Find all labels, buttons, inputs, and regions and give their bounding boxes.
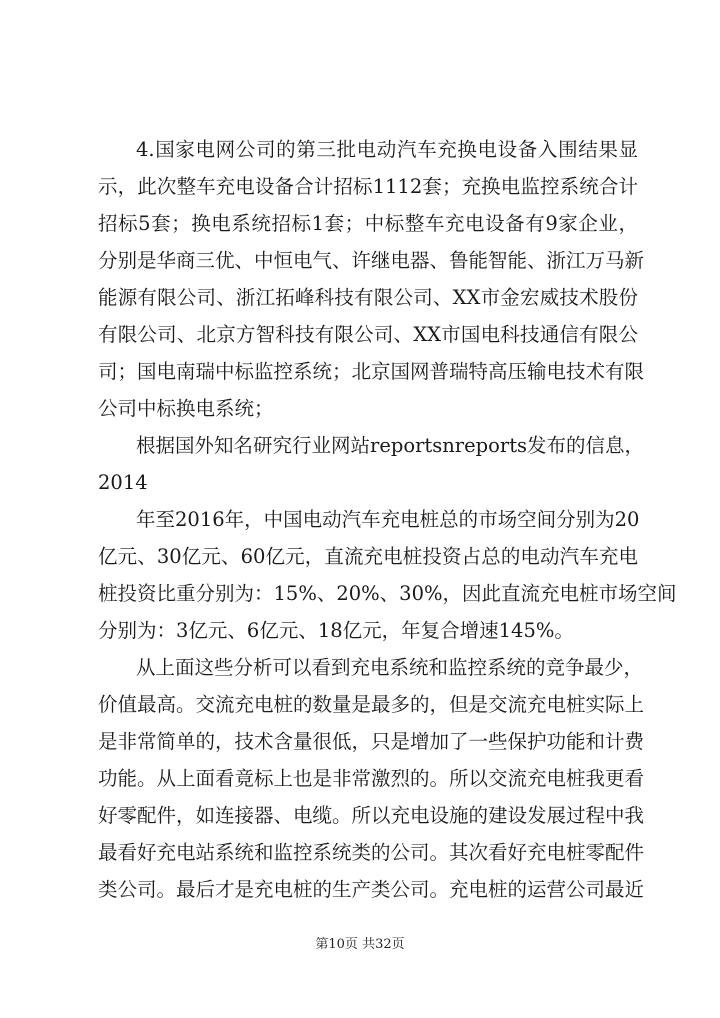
text-line: 分别是华商三优、中恒电气、许继电器、鲁能智能、浙江万马新 [98, 249, 645, 272]
text-line: 示，此次整车充电设备合计招标1112套；充换电监控系统合计 [98, 175, 638, 198]
text-line: 是非常简单的，技术含量很低，只是增加了一些保护功能和计费 [98, 730, 645, 753]
text-line: 价值最高。交流充电桩的数量是最多的，但是交流充电桩实际上 [98, 693, 645, 716]
text-line: 年至2016年，中国电动汽车充电桩总的市场空间分别为20 [136, 508, 640, 531]
text-line: 桩投资比重分别为：15%、20%、30%，因此直流充电桩市场空间 [98, 582, 677, 605]
text-line: 从上面这些分析可以看到充电系统和监控系统的竞争最少， [136, 656, 644, 679]
text-line: 亿元、30亿元、60亿元，直流充电桩投资占总的电动汽车充电 [98, 545, 638, 568]
page-number-footer: 第10页 共32页 [315, 937, 405, 952]
text-line: 能源有限公司、浙江拓峰科技有限公司、XX市金宏威技术股份 [98, 286, 638, 309]
text-line: 4.国家电网公司的第三批电动汽车充换电设备入围结果显 [136, 138, 638, 161]
text-line: 2014 [98, 471, 148, 494]
text-line: 司；国电南瑞中标监控系统；北京国网普瑞特高压输电技术有限 [98, 360, 645, 383]
text-line: 根据国外知名研究行业网站reportsnreports发布的信息， [136, 434, 645, 457]
text-line: 功能。从上面看竟标上也是非常激烈的。所以交流充电桩我更看 [98, 767, 645, 790]
text-line: 有限公司、北京方智科技有限公司、XX市国电科技通信有限公 [98, 323, 638, 346]
text-line: 招标5套；换电系统招标1套；中标整车充电设备有9家企业， [98, 212, 638, 235]
text-line: 公司中标换电系统； [98, 397, 274, 420]
text-line: 类公司。最后才是充电桩的生产类公司。充电桩的运营公司最近 [98, 878, 645, 901]
text-line: 好零配件，如连接器、电缆。所以充电设施的建设发展过程中我 [98, 804, 645, 827]
text-line: 分别为：3亿元、6亿元、18亿元，年复合增速145%。 [98, 619, 574, 642]
text-line: 最看好充电站系统和监控系统类的公司。其次看好充电桩零配件 [98, 841, 645, 864]
